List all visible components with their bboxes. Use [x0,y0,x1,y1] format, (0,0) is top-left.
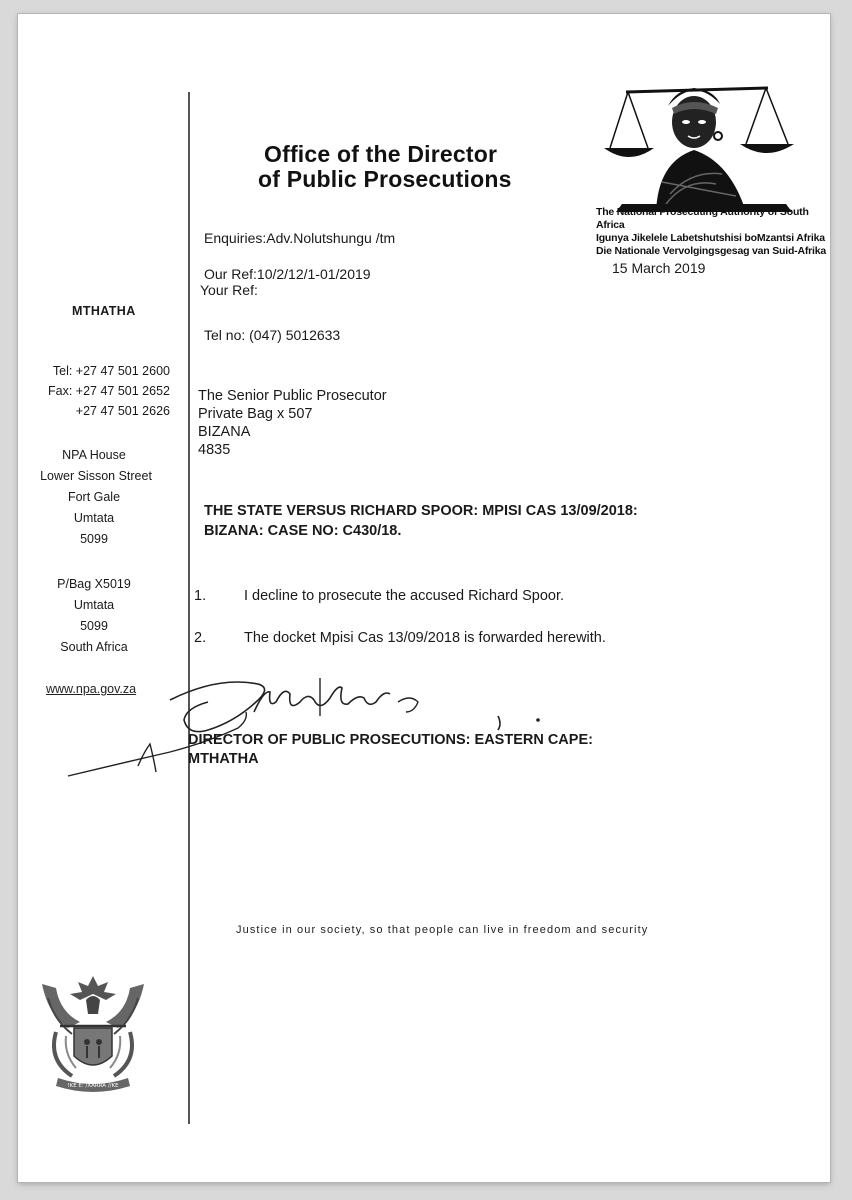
scales-of-justice-icon [596,78,806,212]
footer-motto: Justice in our society, so that people can live in freedom and security [236,924,649,936]
npa-name-block [596,206,830,258]
sidebar-fax-2: +27 47 501 2626 [75,404,170,418]
sidebar-address-5: 5099 [80,532,108,546]
subject-heading [204,501,764,541]
sidebar-address-4: Umtata [73,511,115,525]
subject-line-2: BIZANA: CASE NO: C430/18. [204,523,402,539]
sidebar-po-3: 5099 [80,619,108,633]
item-number: 2. [194,630,207,646]
letter-date: 15 March 2019 [612,260,706,276]
signoff-line-2: MTHATHA [188,751,259,767]
sidebar-city: MTHATHA [72,304,136,318]
sidebar-address-2: Lower Sisson Street [40,469,152,483]
subject-line-1: THE STATE VERSUS RICHARD SPOOR: MPISI CAS 13/09/2018: [204,503,638,519]
office-title [258,141,512,192]
sidebar-tel: Tel: +27 47 501 2600 [52,364,170,378]
npa-name-english: The National Prosecuting Authority of South Africa [596,206,809,231]
item-text: The docket Mpisi Cas 13/09/2018 is forwarded herewith. [244,630,606,646]
sidebar-postal-address [18,574,170,658]
handwritten-signature [58,672,578,782]
coat-of-arms-icon [38,964,148,1094]
sidebar-po-2: Umtata [73,598,115,612]
list-item [194,630,754,650]
our-ref: Our Ref:10/2/12/1-01/2019 [204,266,371,282]
title-line-2: of Public Prosecutions [258,166,512,192]
website-link[interactable]: www.npa.gov.za [46,682,137,696]
sidebar-street-address [18,445,170,550]
sidebar-fax: Fax: +27 47 501 2652 [48,384,170,398]
npa-name-afrikaans: Die Nationale Vervolgingsgesag van Suid-Afrika [596,245,827,257]
letter-page [18,14,830,1182]
recipient-line-2: Private Bag x 507 [198,406,313,422]
coat-motto: !KE E: /XARRA //KE [67,1083,119,1089]
recipient-line-1: The Senior Public Prosecutor [198,388,387,404]
npa-name-xhosa: Igunya Jikelele Labetshutshisi boMzantsi Afrika [596,232,825,244]
sidebar-divider [188,92,190,1124]
signoff-line-1: DIRECTOR OF PUBLIC PROSECUTIONS: EASTERN CAPE: [188,732,593,748]
your-ref: Your Ref: [200,282,258,298]
recipient-line-4: 4835 [198,442,231,458]
sidebar-address-3: Fort Gale [67,490,121,504]
recipient-address [198,387,387,459]
sidebar-contact [18,361,170,421]
sidebar-address-1: NPA House [62,448,126,462]
sidebar-po-4: South Africa [60,640,128,654]
telephone-line: Tel no: (047) 5012633 [204,327,341,343]
title-line-1: Office of the Director [264,141,498,167]
item-number: 1. [194,588,207,604]
list-item [194,588,754,608]
npa-logo [596,78,806,212]
reference-block [200,266,371,298]
item-text: I decline to prosecute the accused Richard Spoor. [244,588,564,604]
recipient-line-3: BIZANA [198,424,251,440]
sidebar-po-1: P/Bag X5019 [57,577,131,591]
enquiries-line: Enquiries:Adv.Nolutshungu /tm [204,230,396,246]
